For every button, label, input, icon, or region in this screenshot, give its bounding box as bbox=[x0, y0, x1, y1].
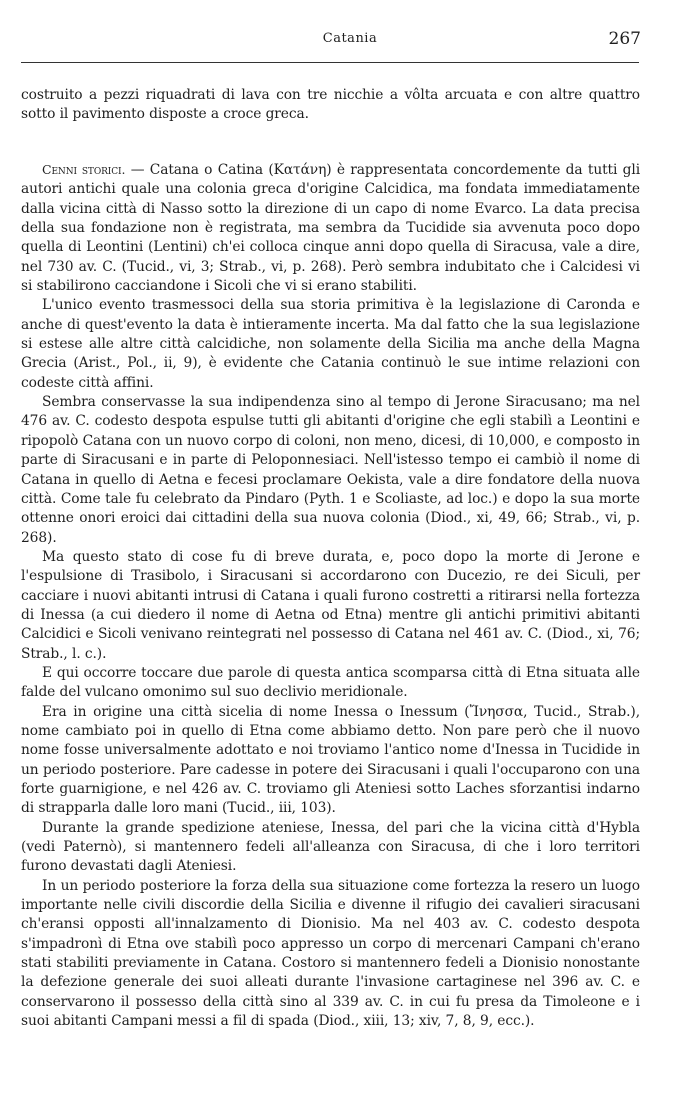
lead-text-block bbox=[21, 86, 640, 125]
history-paragraph-1 bbox=[21, 160, 640, 296]
history-paragraph-7: Durante la grande spedizione ateniese, Inessa, del pari che la vicina città d'Hybla (vedi Paternò), si mantennero fedeli all'alleanza con Siracusa, di che i loro territori furono devastati dagli Ateniesi. bbox=[21, 819, 640, 875]
section-label: Cenni storici. bbox=[42, 162, 126, 177]
history-paragraph-6: Era in origine una città sicelia di nome Inessa o Inessum (Ἴνησσα, Tucid., Strab.), nome cambiato poi in quello di Etna come abbiamo detto. Non pare però che il nuovo nome fosse universalmente adottato e noi troviamo l'antico nome d'Inessa in Tucidide in un periodo posteriore. Pare cadesse in potere dei Siracusani i quali l'occuparono con una forte guarnigione, e nel 426 av. C. troviamo gli Ateniesi sotto Laches sforzantisi indarno di strapparla dalle loro mani (Tucid., iii, 103). bbox=[21, 703, 640, 817]
history-paragraph-2: L'unico evento trasmessoci della sua storia primitiva è la legislazione di Caronda e anche di quest'evento la data è intieramente incerta. Ma dal fatto che la sua legislazione si estese alle altre città calcidiche, non solamente della Sicilia ma anche della Magna Grecia (Arist., Pol., ii, 9), è evidente che Catania continuò le sue intime relazioni con codeste città affini. bbox=[21, 297, 640, 391]
history-paragraph-5: E qui occorre toccare due parole di questa antica scomparsa città di Etna situata alle falde del vulcano omonimo sul suo declivio meridionale. bbox=[21, 664, 640, 701]
paragraph-text: — Catana o Catina (Κατάνη) è rappresentata concordemente da tutti gli autori antichi quale una colonia greca d'origine Calcidica, ma fondata immediatamente dalla vicina città di Nasso sotto la direzione di un capo di nome Evarco. La data precisa della sua fondazione non è registrata, ma sembra da Tucidide sia avvenuta poco dopo quella di Leontini (Lentini) ch'ei colloca cinque anni dopo quella di Siracusa, vale a dire, nel 730 av. C. (Tucid., vi, 3; Strab., vi, p. 268). Però sembra indubitato che i Calcidesi vi si stabilirono cacciandone i Sicoli che vi si erano stabiliti. bbox=[21, 162, 641, 295]
historical-notes-section bbox=[21, 160, 640, 1031]
page-number: 267 bbox=[608, 29, 641, 49]
header-rule bbox=[21, 62, 639, 63]
lead-paragraph: costruito a pezzi riquadrati di lava con tre nicchie a vôlta arcuata e con altre quattro sotto il pavimento disposte a croce greca. bbox=[21, 87, 640, 123]
history-paragraph-3: Sembra conservasse la sua indipendenza sino al tempo di Jerone Siracusano; ma nel 476 av. C. codesto despota espulse tutti gli abitanti d'origine che egli stabilì a Leontini e ripopolò Catana con un nuovo corpo di coloni, non meno, dicesi, di 10,000, e composto in parte di Siracusani e in parte di Peloponnesiaci. Nell'istesso tempo ei cambiò il nome di Catana in quello di Aetna e fecesi proclamare Oekista, vale a dire fondatore della nuova città. Come tale fu celebrato da Pindaro (Pyth. 1 e Scoliaste, ad loc.) e dopo la sua morte ottenne onori eroici dai cittadini della sua nuova colonia (Diod., xi, 49, 66; Strab., vi, p. 268). bbox=[21, 394, 640, 546]
history-paragraph-4: Ma questo stato di cose fu di breve durata, e, poco dopo la morte di Jerone e l'espulsione di Trasibolo, i Siracusani si accordarono con Ducezio, re dei Siculi, per cacciare i nuovi abitanti intrusi di Catana i quali furono costretti a ritirarsi nella fortezza di Inessa (a cui diedero il nome di Aetna od Etna) mentre gli antichi primitivi abitanti Calcidici e Sicoli venivano reintegrati nel possesso di Catana nel 461 av. C. (Diod., xi, 76; Strab., l. c.). bbox=[21, 548, 640, 662]
history-paragraph-8: In un periodo posteriore la forza della sua situazione come fortezza la resero un luogo importante nelle civili discordie della Sicilia e divenne il rifugio dei cavalieri siracusani ch'eransi opposti all'innalzamento di Dionisio. Ma nel 403 av. C. codesto despota s'impadronì di Etna ove stabilì poco appresso un corpo di mercenari Campani ch'erano stati stabiliti previamente in Catana. Costoro si mantennero fedeli a Dionisio nonostante la defezione generale dei suoi alleati durante l'invasione cartaginese nel 396 av. C. e conservarono il possesso della città sino al 339 av. C. in cui fu presa da Timoleone e i suoi abitanti Campani messi a fil di spada (Diod., xiii, 13; xiv, 7, 8, 9, ecc.). bbox=[21, 877, 640, 1030]
running-title: Catania bbox=[322, 31, 378, 46]
